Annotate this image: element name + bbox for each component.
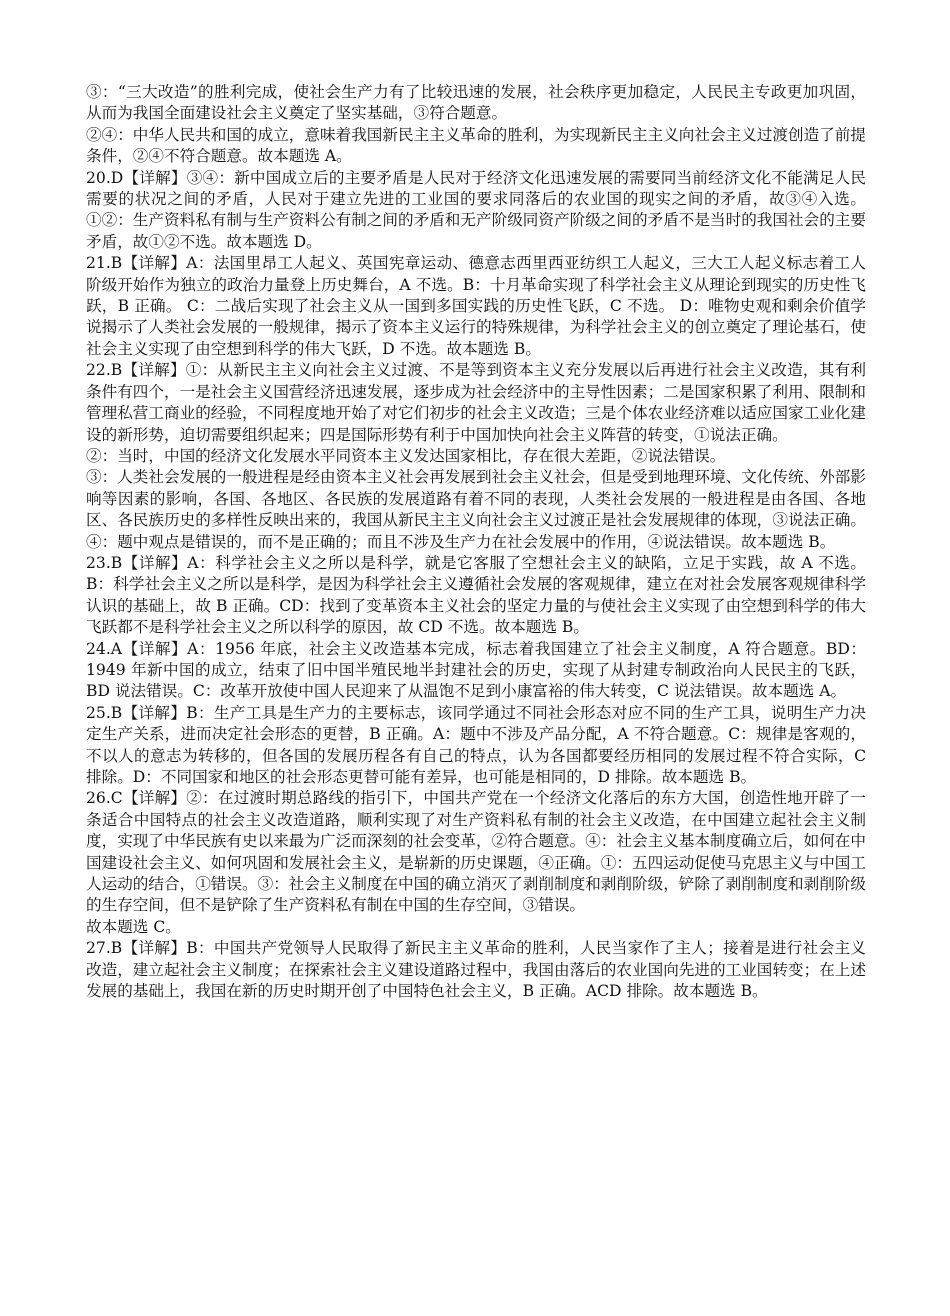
paragraph-q21: 21.B【详解】A：法国里昂工人起义、英国宪章运动、德意志西里西亚纺织工人起义，三大工人起义标志着工人阶级开始作为独立的政治力量登上历史舞台，A 不选。B：十月革命实现了科学社会主义从理论到现实的历史性飞跃，B 正确。 C：二战后实现了社会主义从一国到多国实践的历史性飞跃，C 不选。 D：唯物史观和剩余价值学说揭示了人类社会发展的一般规律，揭示了资本主义运行的特殊规律，为科学社会主义的创立奠定了理论基石，使社会主义实现了由空想到科学的伟大飞跃，D 不选。故本题选 B。: [86, 254, 866, 358]
paragraph-q22-options-3-4: ③：人类社会发展的一般进程是经由资本主义社会再发展到社会主义社会，但是受到地理环境、文化传统、外部影响等因素的影响，各国、各地区、各民族的发展道路有着不同的表现，人类社会发展的一般进程是由各国、各地区、各民族历史的多样性反映出来的，我国从新民主主义向社会主义过渡正是社会发展规律的体现，③说法正确。④：题中观点是错误的，而不是正确的；而且不涉及生产力在社会发展中的作用，④说法错误。故本题选 B。: [86, 468, 866, 551]
paragraph-q26: 26.C【详解】②：在过渡时期总路线的指引下，中国共产党在一个经济文化落后的东方大国，创造性地开辟了一条适合中国特点的社会主义改造道路，顺利实现了对生产资料私有制的社会主义改造，在中国建立起社会主义制度，实现了中华民族有史以来最为广泛而深刻的社会变革，②符合题意。④：社会主义基本制度确立后，如何在中国建设社会主义、如何巩固和发展社会主义，是崭新的历史课题，④正确。①：五四运动促使马克思主义与中国工人运动的结合，①错误。③：社会主义制度在中国的确立消灭了剥削制度和剥削阶级，铲除了剥削制度和剥削阶级的生存空间，但不是铲除了生产资料私有制在中国的生存空间，③错误。: [86, 789, 866, 915]
answer-page: [86, 82, 866, 1002]
paragraph-q19-options-2-4: ②④：中华人民共和国的成立，意味着我国新民主主义革命的胜利，为实现新民主主义向社会主义过渡创造了前提条件，②④不符合题意。故本题选 A。: [86, 125, 866, 166]
paragraph-q22-option-1: 22.B【详解】①：从新民主主义向社会主义过渡、不是等到资本主义充分发展以后再进行社会主义改造，其有利条件有四个，一是社会主义国营经济迅速发展，逐步成为社会经济中的主导性因素；二是国家积累了利用、限制和管理私营工商业的经验，不同程度地开始了对它们初步的社会主义改造；三是个体农业经济难以适应国家工业化建设的新形势，迫切需要组织起来；四是国际形势有利于中国加快向社会主义阵营的转变，①说法正确。: [86, 361, 866, 444]
paragraph-q23: 23.B【详解】A：科学社会主义之所以是科学，就是它客服了空想社会主义的缺陷，立足于实践，故 A 不选。B：科学社会主义之所以是科学，是因为科学社会主义遵循社会发展的客观规律，建立在对社会发展客观规律科学认识的基础上，故 B 正确。CD：找到了变革资本主义社会的坚定力量的与使社会主义实现了由空想到科学的伟大飞跃都不是科学社会主义之所以科学的原因，故 CD 不选。故本题选 B。: [86, 553, 866, 637]
paragraph-q24: 24.A【详解】A：1956 年底，社会主义改造基本完成，标志着我国建立了社会主义制度，A 符合题意。BD：1949 年新中国的成立，结束了旧中国半殖民地半封建社会的历史，实现了从封建专制政治向人民民主的飞跃，BD 说法错误。C：改革开放使中国人民迎来了从温饱不足到小康富裕的伟大转变，C 说法错误。故本题选 A。: [86, 639, 866, 701]
paragraph-q22-option-2: ②：当时，中国的经济文化发展水平同资本主义发达国家相比，存在很大差距，②说法错误。: [86, 446, 726, 465]
paragraph-q27: 27.B【详解】B：中国共产党领导人民取得了新民主主义革命的胜利，人民当家作了主人；接着是进行社会主义改造，建立起社会主义制度；在探索社会主义建设道路过程中，我国由落后的农业国向先进的工业国转变；在上述发展的基础上，我国在新的历史时期开创了中国特色社会主义，B 正确。ACD 排除。故本题选 B。: [86, 939, 866, 1001]
paragraph-q19-option-3: ③：“三大改造”的胜利完成，使社会生产力有了比较迅速的发展，社会秩序更加稳定，人民民主专政更加巩固，从而为我国全面建设社会主义奠定了坚实基础，③符合题意。: [86, 83, 866, 123]
paragraph-q25: 25.B【详解】B：生产工具是生产力的主要标志，该同学通过不同社会形态对应不同的生产工具，说明生产力决定生产关系，进而决定社会形态的更替，B 正确。A：题中不涉及产品分配，A 不符合题意。C：规律是客观的，不以人的意志为转移的，但各国的发展历程各有自己的特点，认为各国都要经历相同的发展过程不符合实际，C 排除。D：不同国家和地区的社会形态更替可能有差异，也可能是相同的，D 排除。故本题选 B。: [86, 703, 866, 786]
paragraph-q26-conclusion: 故本题选 C。: [86, 917, 181, 936]
paragraph-q20: 20.D【详解】③④：新中国成立后的主要矛盾是人民对于经济文化迅速发展的需要同当前经济文化不能满足人民需要的状况之间的矛盾，人民对于建立先进的工业国的要求同落后的农业国的现实之间的矛盾，故③④入选。①②：生产资料私有制与生产资料公有制之间的矛盾和无产阶级同资产阶级之间的矛盾不是当时的我国社会的主要矛盾，故①②不选。故本题选 D。: [86, 168, 866, 251]
